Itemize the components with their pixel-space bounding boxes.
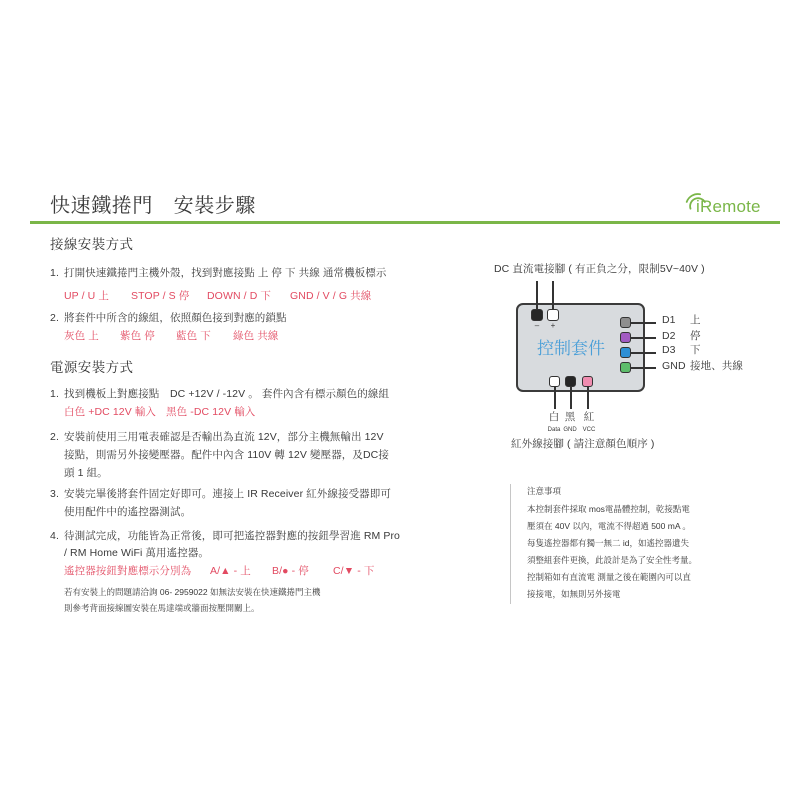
wiring-section-heading: 接線安裝方式 [50, 237, 134, 252]
remote-mapping-c: C/▼ - 下 [333, 565, 375, 577]
output-pin-function-gnd: 接地、共線 [690, 360, 743, 372]
notes-divider [510, 484, 511, 604]
ir-wire-data [554, 387, 556, 409]
output-wire-d2 [631, 337, 656, 339]
contact-note: 若有安裝上的問題請洽詢 06- 2959022 如無法安裝在快速鐵捲門主機 [64, 587, 321, 597]
notes-line: 壓須在 40V 以內，電流不得超過 500 mA 。 [527, 521, 691, 531]
power-wire-label-black: 黑色 -DC 12V 輸入 [166, 406, 256, 418]
terminal-label-up: UP / U 上 [64, 290, 109, 302]
remote-mapping-a: A/▲ - 上 [210, 565, 251, 577]
step-text: 頭 1 組。 [64, 467, 108, 479]
remote-mapping-b: B/● - 停 [272, 565, 309, 577]
ir-color-label-white: 白 [548, 411, 560, 423]
step-text: 安裝完畢後將套件固定好即可。連接上 IR Receiver 紅外線接受器即可 [64, 488, 391, 500]
step-text: / RM Home WiFi 萬用遙控器。 [64, 547, 210, 559]
notes-line: 接接電，如無則另外接電 [527, 589, 621, 599]
ir-color-label-black: 黑 [564, 411, 576, 423]
ir-pin-data [549, 376, 560, 387]
terminal-label-common: GND / V / G 共線 [290, 290, 372, 302]
dc-negative-sign: – [534, 321, 540, 330]
ir-pin-gnd [565, 376, 576, 387]
output-wire-d3 [631, 352, 656, 354]
page-title: 快速鐵捲門 安裝步驟 [50, 195, 256, 217]
step-text: 安裝前使用三用電表確認是否輸出為直流 12V，部分主機無輸出 12V [64, 431, 384, 443]
step-number: 3. [50, 488, 59, 500]
power-section-heading: 電源安裝方式 [50, 360, 134, 375]
output-pin-name-d2: D2 [662, 330, 676, 342]
step-text: 打開快速鐵捲門主機外殼，找到對應接點 上 停 下 共線 通常機板標示 [64, 267, 387, 279]
step-number: 1. [50, 267, 59, 279]
power-wire-label-white: 白色 +DC 12V 輸入 [64, 406, 157, 418]
ir-signal-label-gnd: GND [563, 427, 577, 433]
step-text: 接點，則需另外接變壓器。配件中內含 110V 轉 12V 變壓器，及DC接 [64, 449, 389, 461]
wire-color-label-blue: 藍色 下 [176, 330, 211, 342]
output-wire-d1 [631, 322, 656, 324]
remote-mapping-intro: 遙控器按鈕對應標示分別為 [64, 565, 192, 577]
ir-color-label-red: 紅 [583, 411, 595, 423]
dc-pin-caption: DC 直流電接腳 ( 有正負之分，限制5V~40V ) [494, 263, 705, 275]
terminal-label-down: DOWN / D 下 [207, 290, 271, 302]
control-module-label: 控制套件 [537, 339, 605, 358]
notes-line: 每隻遙控器都有獨一無二 id，如遙控器遺失 [527, 538, 689, 548]
output-pin-d1 [620, 317, 631, 328]
output-pin-function-d1: 上 [690, 314, 701, 326]
output-pin-name-d1: D1 [662, 314, 676, 326]
output-pin-function-d2: 停 [690, 330, 701, 342]
output-pin-name-gnd: GND [662, 360, 686, 372]
output-pin-d3 [620, 347, 631, 358]
wire-color-label-purple: 紫色 停 [120, 330, 155, 342]
ir-signal-label-vcc: VCC [582, 427, 596, 433]
step-number: 2. [50, 312, 59, 324]
step-number: 4. [50, 530, 59, 542]
terminal-label-stop: STOP / S 停 [131, 290, 190, 302]
output-pin-gnd [620, 362, 631, 373]
dc-negative-pin [531, 309, 543, 321]
output-pin-d2 [620, 332, 631, 343]
dc-positive-pin [547, 309, 559, 321]
step-text: 使用配件中的遙控器測試。 [64, 506, 192, 518]
wire-color-label-green: 綠色 共線 [233, 330, 279, 342]
wire-color-label-gray: 灰色 上 [64, 330, 99, 342]
step-text: 將套件中所含的線組，依照顏色接到對應的鎖點 [64, 312, 287, 324]
header-divider [30, 221, 780, 224]
dc-negative-wire [536, 281, 538, 310]
step-number: 1. [50, 388, 59, 400]
output-pin-name-d3: D3 [662, 344, 676, 356]
dc-positive-sign: + [550, 321, 556, 330]
output-pin-function-d3: 下 [690, 344, 701, 356]
brand-logo-text: iRemote [696, 197, 761, 216]
step-text: 找到機板上對應接點 DC +12V / -12V 。 套件內含有標示顏色的線組 [64, 388, 390, 400]
step-text: 待測試完成，功能皆為正常後，即可把遙控器對應的按鈕學習進 RM Pro [64, 530, 401, 542]
notes-line: 控制箱如有直流電 測量之後在範圍內可以直 [527, 572, 691, 582]
output-wire-gnd [631, 367, 656, 369]
step-number: 2. [50, 431, 59, 443]
contact-note: 則參考背面接線圖安裝在馬達端或牆面按壓開關上。 [64, 603, 260, 613]
ir-pin-caption: 紅外線接腳 ( 請注意顏色順序 ) [511, 438, 655, 450]
ir-wire-gnd [570, 387, 572, 409]
notes-line: 本控制套件採取 mos電晶體控制，乾接點電 [527, 504, 690, 514]
notes-heading: 注意事項 [527, 486, 562, 496]
notes-line: 須整組套件更換，此設計是為了安全性考量。 [527, 555, 698, 565]
dc-positive-wire [552, 281, 554, 310]
ir-signal-label-data: Data [547, 427, 561, 433]
ir-wire-vcc [587, 387, 589, 409]
ir-pin-vcc [582, 376, 593, 387]
